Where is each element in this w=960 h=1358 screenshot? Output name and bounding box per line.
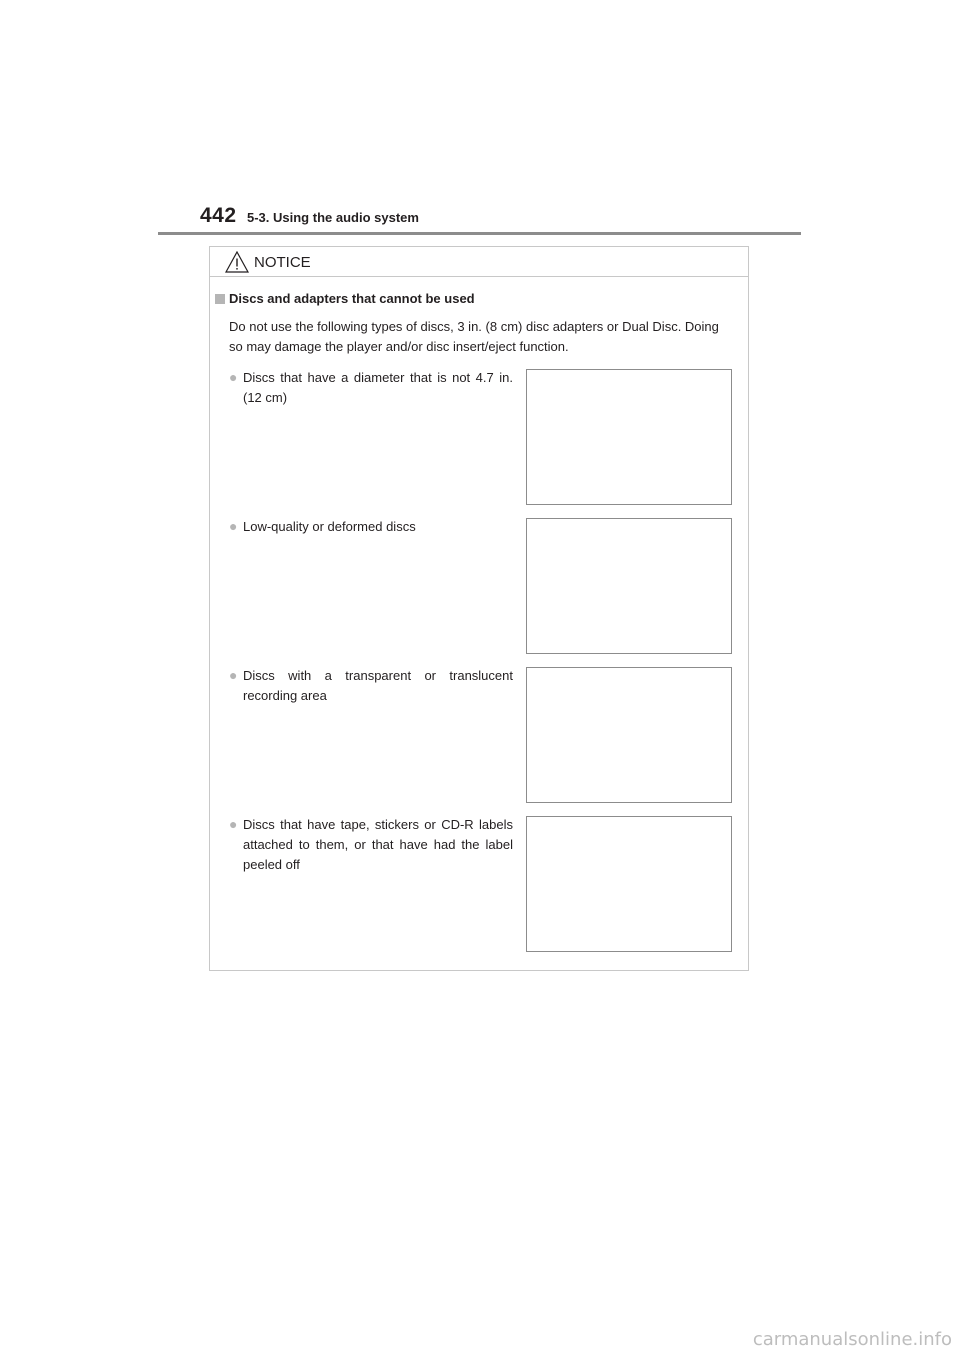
subheading-text: Discs and adapters that cannot be used (229, 291, 475, 306)
illustration-frame (526, 667, 732, 803)
circle-bullet-icon: ● (229, 816, 238, 832)
circle-bullet-icon: ● (229, 369, 238, 385)
list-item-text: Discs that have tape, stickers or CD-R labels attached to them, or that have had the label peeled off (243, 817, 513, 872)
list-item-text: Low-quality or deformed discs (243, 519, 416, 534)
notice-box (209, 246, 749, 971)
page-number: 442 (200, 204, 237, 227)
square-bullet-icon (215, 294, 225, 304)
list-item (229, 814, 513, 875)
watermark: carmanualsonline.info (752, 1329, 952, 1350)
illustration-frame (526, 816, 732, 952)
illustration-frame (526, 369, 732, 505)
section-title: 5-3. Using the audio system (247, 210, 419, 225)
notice-header (210, 247, 748, 277)
list-item (229, 367, 513, 408)
list-item-text: Discs with a transparent or translucent recording area (243, 668, 513, 703)
notice-subheading (215, 291, 475, 306)
circle-bullet-icon: ● (229, 518, 238, 534)
notice-intro: Do not use the following types of discs, 3 in. (8 cm) disc adapters or Dual Disc. Doing so may damage the player and/or disc insert/eject function. (229, 319, 719, 354)
warning-triangle-icon (225, 251, 249, 273)
header-rule (158, 232, 801, 235)
notice-label: NOTICE (254, 254, 311, 271)
list-item (229, 665, 513, 706)
page-header (200, 204, 800, 232)
illustration-frame (526, 518, 732, 654)
list-item-text: Discs that have a diameter that is not 4.7 in. (12 cm) (243, 370, 513, 405)
circle-bullet-icon: ● (229, 667, 238, 683)
list-item (229, 516, 513, 537)
